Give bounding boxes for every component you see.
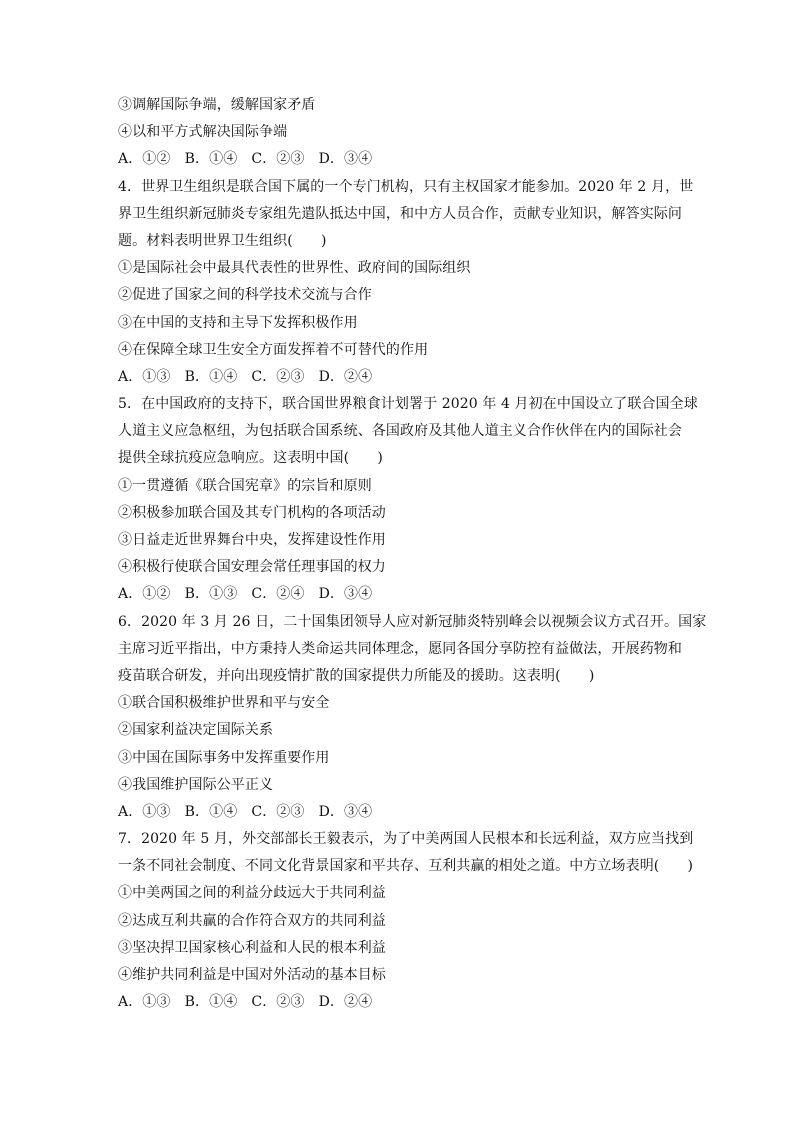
option-4: ④在保障全球卫生安全方面发挥着不可替代的作用 [118, 341, 429, 358]
option-3: ③在中国的支持和主导下发挥积极作用 [118, 314, 358, 331]
question-stem-line: 人道主义应急枢纽，为包括联合国系统、各国政府及其他人道主义合作伙伴在内的国际社会 [118, 423, 682, 440]
option-1: ①联合国积极维护世界和平与安全 [118, 695, 330, 712]
option-4: ④积极行使联合国安理会常任理事国的权力 [118, 559, 386, 576]
question-stem-line: 6．2020 年 3 月 26 日，二十国集团领导人应对新冠肺炎特别峰会以视频会议方式召开。国家 [118, 613, 707, 630]
option-4: ④我国维护国际公平正义 [118, 776, 274, 793]
question-5 [118, 391, 698, 609]
option-2: ②国家利益决定国际关系 [118, 722, 274, 739]
option-1: ①中美两国之间的利益分歧远大于共同利益 [118, 885, 386, 902]
question-content [118, 92, 707, 1016]
question-6 [118, 609, 707, 827]
question-3 [118, 92, 684, 174]
question-stem-line: 界卫生组织新冠肺炎专家组先遣队抵达中国，和中方人员合作，贡献专业知识，解答实际问 [118, 205, 682, 222]
option-2: ②达成互利共赢的合作符合双方的共同利益 [118, 912, 386, 929]
question-stem-line: 疫苗联合研发，并向出现疫情扩散的国家提供力所能及的援助。这表明( ) [118, 667, 595, 684]
question-stem-line: 题。材料表明世界卫生组织( ) [118, 232, 327, 249]
answer-choices: A．①③ B．①④ C．②③ D．②④ [118, 368, 373, 385]
question-stem-line: 一条不同社会制度、不同文化背景国家和平共存、互利共赢的相处之道。中方立场表明( ) [118, 858, 694, 875]
question-stem-line: 主席习近平指出，中方秉持人类命运共同体理念，愿同各国分享防控有益做法，开展药物和 [118, 640, 682, 657]
answer-choices: A．①③ B．①④ C．②③ D．③④ [118, 803, 373, 820]
question-stem-line: 7．2020 年 5 月，外交部部长王毅表示，为了中美两国人民根本和长远利益，双方应当找到 [118, 831, 694, 848]
question-stem-line: 提供全球抗疫应急响应。这表明中国( ) [118, 450, 383, 467]
answer-choices: A．①② B．①④ C．②③ D．③④ [118, 151, 373, 168]
question-stem-line: 4．世界卫生组织是联合国下属的一个专门机构，只有主权国家才能参加。2020 年 2 月，世 [118, 178, 694, 195]
answer-choices: A．①② B．①③ C．②④ D．③④ [118, 586, 373, 603]
option-1: ①一贯遵循《联合国宪章》的宗旨和原则 [118, 477, 372, 494]
option-2: ②积极参加联合国及其专门机构的各项活动 [118, 504, 386, 521]
question-stem-line: 5．在中国政府的支持下，联合国世界粮食计划署于 2020 年 4 月初在中国设立了联合国全球 [118, 396, 698, 413]
option-3: ③中国在国际事务中发挥重要作用 [118, 749, 330, 766]
option-4: ④以和平方式解决国际争端 [118, 124, 288, 141]
option-3: ③调解国际争端，缓解国家矛盾 [118, 97, 316, 113]
answer-choices: A．①③ B．①④ C．②③ D．②④ [118, 994, 373, 1011]
option-1: ①是国际社会中最具代表性的世界性、政府间的国际组织 [118, 260, 471, 277]
question-4 [118, 174, 694, 392]
option-3: ③坚决捍卫国家核心利益和人民的根本利益 [118, 939, 386, 956]
option-2: ②促进了国家之间的科学技术交流与合作 [118, 287, 372, 304]
question-7 [118, 826, 694, 1016]
option-3: ③日益走近世界舞台中央，发挥建设性作用 [118, 532, 386, 548]
option-4: ④维护共同利益是中国对外活动的基本目标 [118, 967, 386, 983]
